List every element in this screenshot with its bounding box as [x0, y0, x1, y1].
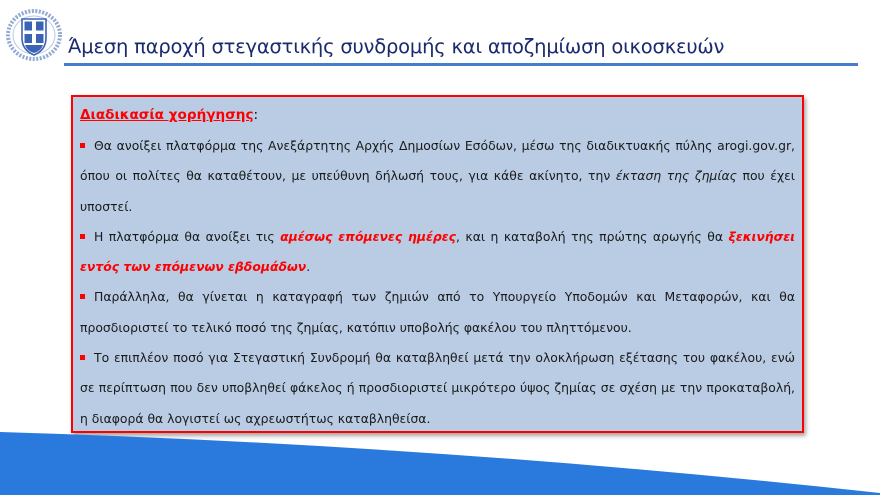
bullet-emphasis: ξεκινήσει εντός των επόμενων εβδομάδων: [80, 228, 795, 275]
page-title: Άμεση παροχή στεγαστικής συνδρομής και αποζημίωση οικοσκευών: [68, 35, 725, 58]
bullet-text-italic: έκταση της ζημίας: [615, 168, 737, 184]
heading-text: Διαδικασία χορήγησης: [80, 107, 254, 123]
square-bullet-icon: [80, 234, 85, 239]
bullet-text: Το επιπλέον ποσό για Στεγαστική Συνδρομή θα καταβληθεί μετά την ολοκλήρωση εξέτασης του φακέλου, ενώ σε περίπτωση που δεν υποβληθεί φάκελος ή προσδιοριστεί μικρότερο ύψος ζημίας σε σχέση με την προκαταβολή, η διαφορά θα λογιστεί ως αχρεωστήτως καταβληθείσα.: [80, 350, 795, 426]
square-bullet-icon: [80, 355, 85, 360]
bullet-text: Θα ανοίξει πλατφόρμα της Ανεξάρτητης Αρχής Δημοσίων Εσόδων, μέσω της διαδικτυακής πύλης arogi.gov.gr, όπου οι πολίτες θα καταθέτουν, με υπεύθυνη δήλωσή τους, για κάθε ακίνητο, την: [80, 138, 795, 184]
square-bullet-icon: [80, 143, 85, 148]
section-heading: [80, 101, 795, 131]
bullet-text: Παράλληλα, θα γίνεται η καταγραφή των ζημιών από το Υπουργείο Υποδομών και Μεταφορών, και θα προσδιοριστεί το τελικό ποσό της ζημίας, κατόπιν υποβολής φακέλου του πληττόμενου.: [80, 289, 795, 335]
bullet-item: [80, 222, 795, 283]
bullet-item: [80, 282, 795, 343]
bullet-emphasis: αμέσως επόμενες ημέρες: [280, 228, 456, 244]
greek-coat-of-arms-icon: [5, 8, 63, 62]
title-underline: [64, 63, 858, 66]
bullet-text: Η πλατφόρμα θα ανοίξει τις: [94, 228, 281, 244]
square-bullet-icon: [80, 294, 85, 299]
content-box: [71, 95, 804, 433]
bullet-text: , και η καταβολή της πρώτης αρωγής θα: [455, 228, 729, 244]
footer-wave-decoration: [0, 425, 880, 495]
bullet-text: που έχει υποστεί.: [80, 168, 796, 214]
bullet-text: .: [306, 259, 311, 275]
bullet-item: [80, 131, 795, 222]
heading-colon: :: [253, 107, 259, 123]
bullet-item: [80, 343, 795, 434]
